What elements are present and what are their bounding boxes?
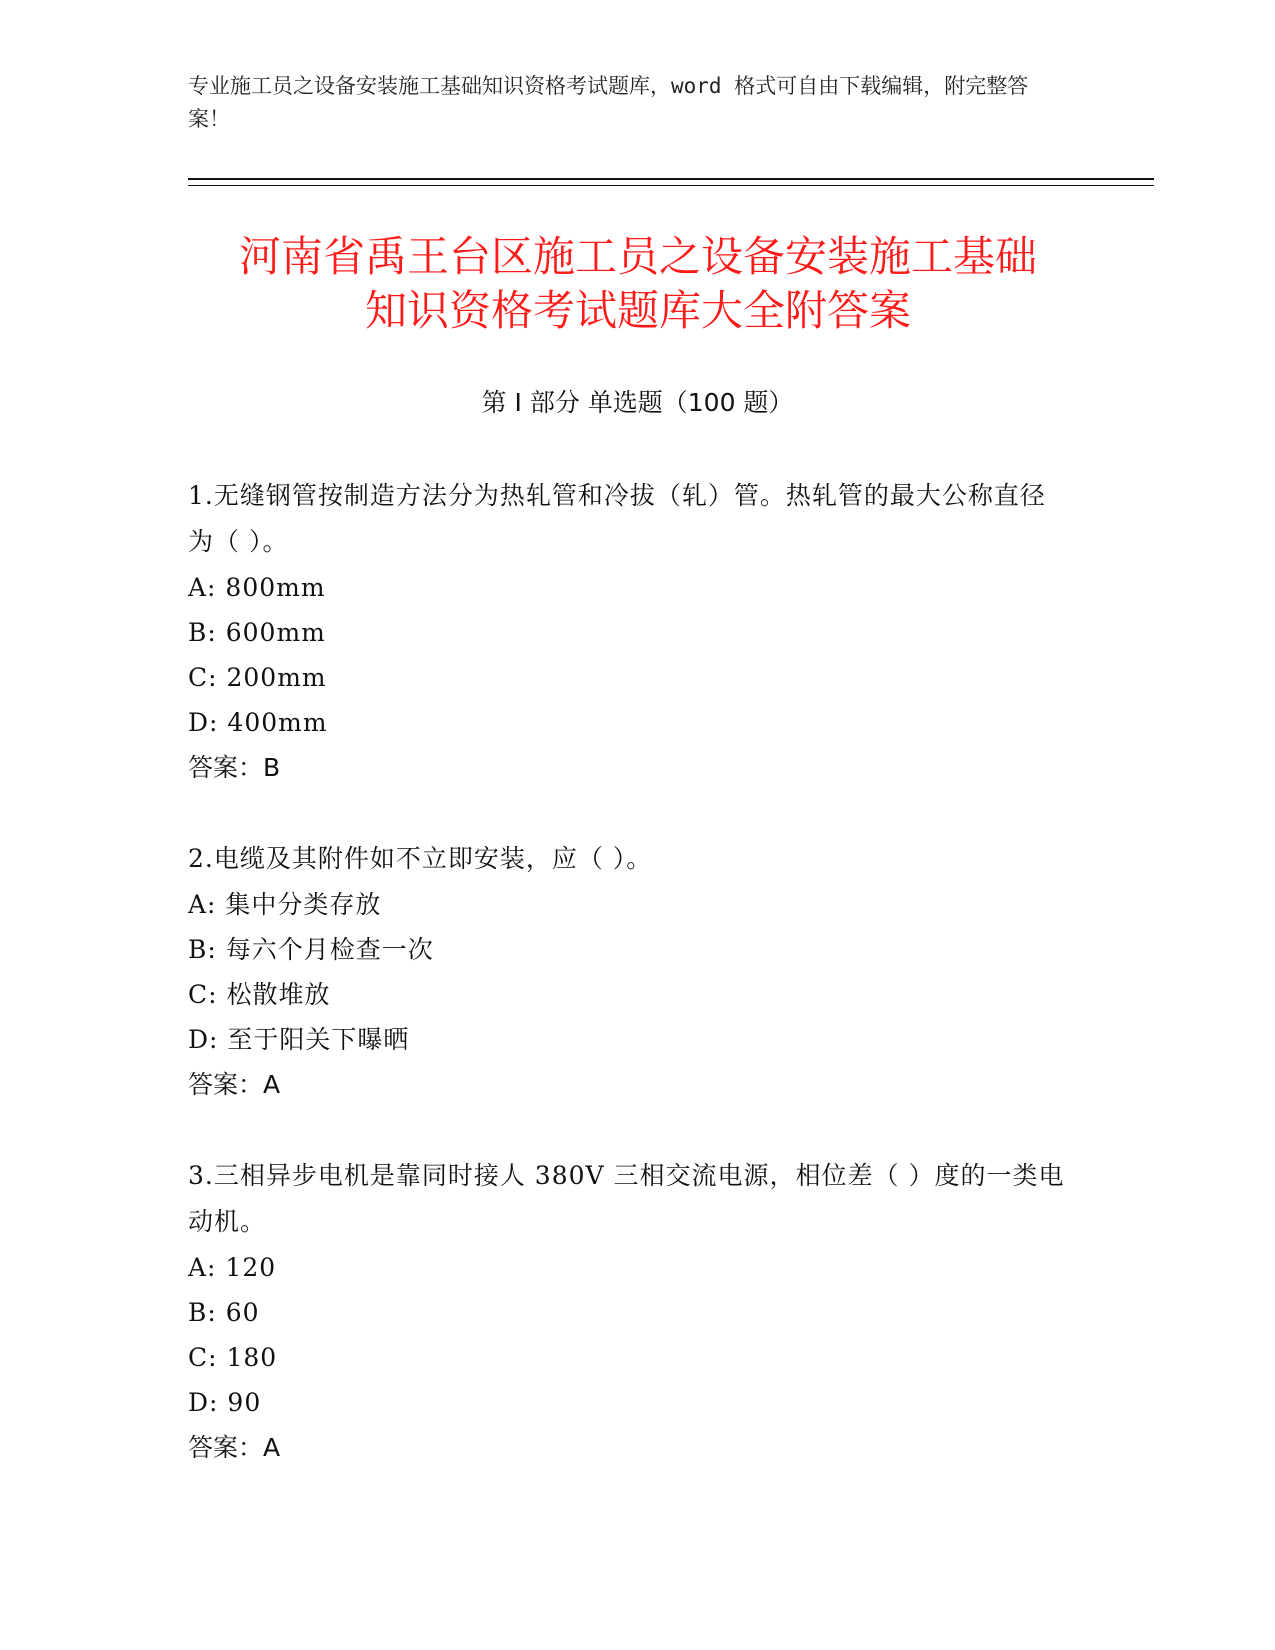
option-a: A: 120	[188, 1253, 277, 1282]
header-divider-thin	[188, 185, 1154, 186]
document-title	[188, 230, 1088, 338]
option-b: B: 600mm	[188, 618, 326, 647]
option-c: C: 180	[188, 1343, 278, 1372]
answer: 答案：A	[188, 1433, 281, 1462]
question-stem: 3.三相异步电机是靠同时接人 380V 三相交流电源，相位差（ ）度的一类电动机。	[188, 1161, 1065, 1236]
section-title: 第 I 部分 单选题（100 题）	[481, 388, 794, 417]
document-title-line-1: 河南省禹王台区施工员之设备安装施工基础	[238, 232, 1037, 281]
header-divider-thick	[188, 178, 1154, 180]
option-d: D: 400mm	[188, 708, 328, 737]
question-stem: 1.无缝钢管按制造方法分为热轧管和冷拔（轧）管。热轧管的最大公称直径为（ ）。	[188, 481, 1046, 556]
option-b: B: 每六个月检查一次	[188, 935, 434, 964]
answer: 答案：B	[188, 753, 281, 782]
header-note: 专业施工员之设备安装施工基础知识资格考试题库，word 格式可自由下载编辑，附完整答案！	[188, 74, 1029, 131]
question-1	[188, 473, 1068, 790]
answer: 答案：A	[188, 1070, 281, 1099]
option-a: A: 集中分类存放	[188, 890, 382, 919]
question-stem: 2.电缆及其附件如不立即安装，应（ ）。	[188, 844, 653, 873]
option-c: C: 松散堆放	[188, 980, 331, 1009]
question-2	[188, 836, 1068, 1107]
option-d: D: 至于阳关下曝晒	[188, 1025, 410, 1054]
option-a: A: 800mm	[188, 573, 326, 602]
option-b: B: 60	[188, 1298, 260, 1327]
question-3	[188, 1153, 1068, 1470]
document-title-line-2: 知识资格考试题库大全附答案	[364, 286, 911, 335]
option-c: C: 200mm	[188, 663, 327, 692]
option-d: D: 90	[188, 1388, 262, 1417]
